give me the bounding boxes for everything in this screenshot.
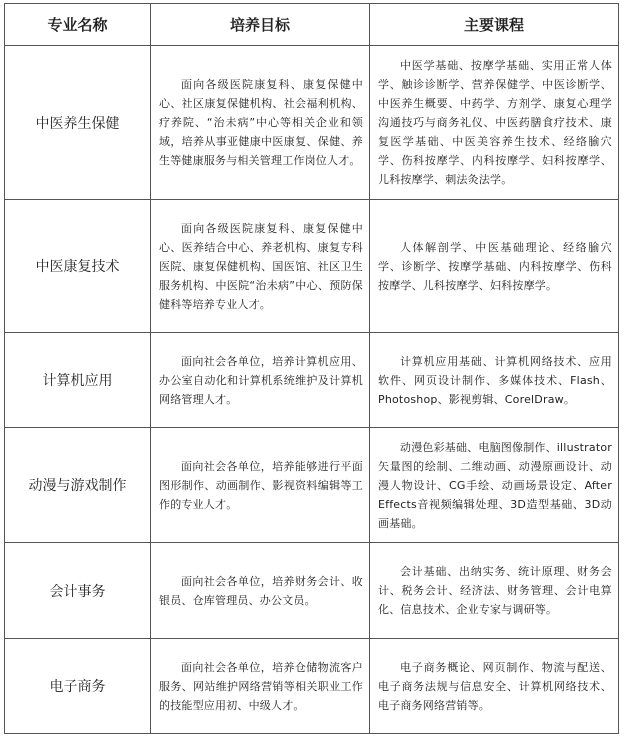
table-row	[5, 333, 619, 428]
header-row	[5, 4, 619, 46]
main-courses: 中医学基础、按摩学基础、实用正常人体学、触诊诊断学、营养保健学、中医诊断学、中医养生概要、中药学、方剂学、康复心理学沟通技巧与商务礼仪、中医药膳食疗技术、康复医学基础、中医美容养生技术、经络腧穴学、伤科按摩学、内科按摩学、妇科按摩学、儿科按摩学、刺法灸法学。	[378, 59, 612, 186]
major-name: 中医养生保健	[5, 46, 151, 200]
training-goal: 面向社会各单位，培养财务会计、收银员、仓库管理员、办公文员。	[159, 574, 363, 607]
training-goal: 面向各级医院康复科、康复保健中心、医养结合中心、养老机构、康复专科医院、康复保健机构、国医馆、社区卫生服务机构、中医院“治未病”中心、预防保健科等培养专业人才。	[159, 221, 363, 311]
main-courses: 动漫色彩基础、电脑图像制作、illustrator矢量图的绘制、二维动画、动漫原画设计、动漫人物设计、CG手绘、动画场景设定、After Effects音视频编辑处理、3D造型基础、3D动画基础。	[378, 440, 613, 530]
main-courses: 电子商务概论、网页制作、物流与配送、电子商务法规与信息安全、计算机网络技术、电子商务网络营销等。	[378, 660, 612, 712]
table-row	[5, 46, 619, 200]
training-goal: 面向社会各单位，培养能够进行平面图形制作、动画制作、影视资料编辑等工作的专业人才。	[159, 459, 363, 511]
major-table	[4, 3, 619, 734]
header-main-courses: 主要课程	[370, 4, 619, 46]
major-name: 动漫与游戏制作	[5, 428, 151, 543]
main-courses: 人体解剖学、中医基础理论、经络腧穴学、诊断学、按摩学基础、内科按摩学、伤科按摩学、儿科按摩学、妇科按摩学。	[378, 240, 612, 292]
table-row	[5, 200, 619, 333]
major-name: 中医康复技术	[5, 200, 151, 333]
major-name: 电子商务	[5, 639, 151, 734]
training-goal: 面向社会各单位，培养计算机应用、办公室自动化和计算机系统维护及计算机网络管理人才。	[159, 354, 363, 406]
training-goal: 面向各级医院康复科、康复保健中心、社区康复保健机构、社会福利机构、疗养院、“治未病”中心等相关企业和领域，培养从事亚健康中医康复、保健、养生等健康服务与相关管理工作岗位人才。	[159, 78, 363, 167]
training-goal: 面向社会各单位，培养仓储物流客户服务、网站维护网络营销等相关职业工作的技能型应用初、中级人才。	[159, 660, 363, 712]
main-courses: 计算机应用基础、计算机网络技术、应用软件、网页设计制作、多媒体技术、Flash、Photoshop、影视剪辑、CorelDraw。	[378, 354, 612, 406]
header-major-name: 专业名称	[5, 4, 151, 46]
table-row	[5, 543, 619, 639]
header-training-goal: 培养目标	[151, 4, 370, 46]
table-row	[5, 639, 619, 734]
main-courses: 会计基础、出纳实务、统计原理、财务会计、税务会计、经济法、财务管理、会计电算化、信息技术、企业专家与调研等。	[378, 565, 612, 616]
major-name: 计算机应用	[5, 333, 151, 428]
table-row	[5, 428, 619, 543]
major-name: 会计事务	[5, 543, 151, 639]
